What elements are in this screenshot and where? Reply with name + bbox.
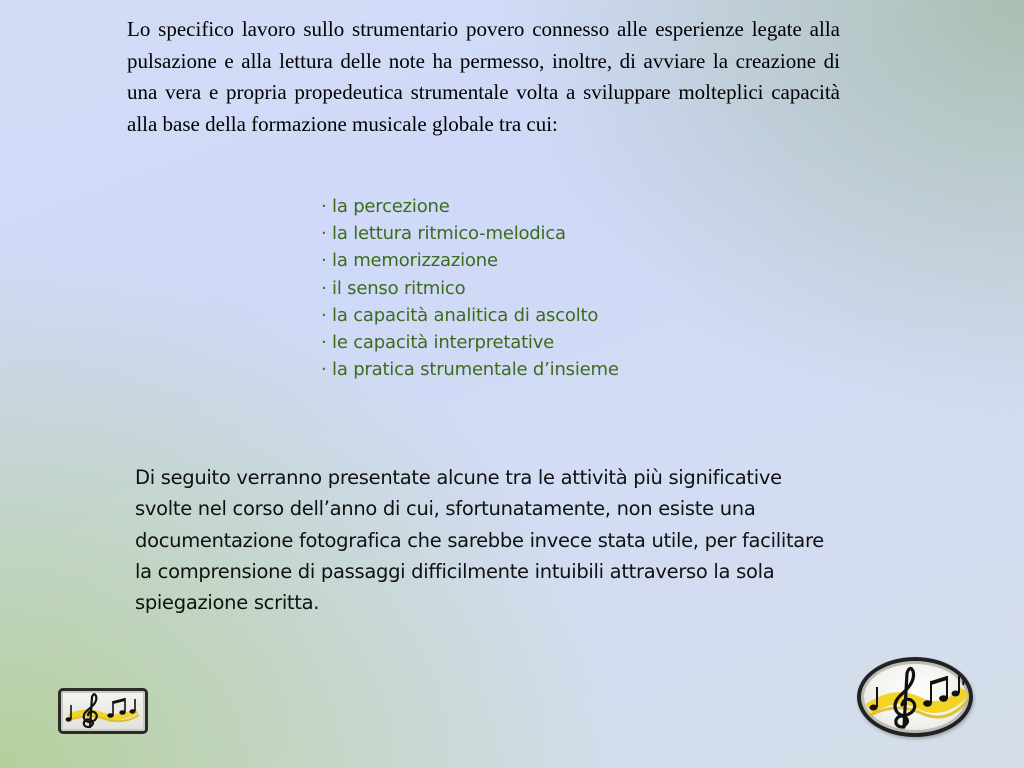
skill-item-memorization: · la memorizzazione — [321, 250, 498, 272]
skill-item-listening-analysis: · la capacità analitica di ascolto — [321, 304, 599, 326]
skill-item-rhythm-sense: · il senso ritmico — [321, 277, 466, 299]
skill-item-ensemble-practice: · la pratica strumentale d’insieme — [321, 359, 619, 381]
skill-item-interpretation: · le capacità interpretative — [321, 332, 555, 354]
closing-paragraph: Di seguito verranno presentate alcune tra le attività più significative svolte nel corso dell’anno di cui, sfortunatamente, non esiste una documentazione fotografica che sarebbe invece stata utile, per facilitare la comprensione di passaggi difficilmente intuibili attraverso la sola spiegazione scritta. — [135, 466, 824, 615]
skill-item-perception: · la percezione — [321, 196, 450, 217]
skills-list — [321, 193, 619, 383]
back-button[interactable] — [58, 688, 148, 734]
skill-item-rhythmic-melodic-reading: · la lettura ritmico-melodica — [321, 223, 566, 245]
treble-clef-notes-icon — [61, 691, 145, 731]
intro-paragraph: Lo specifico lavoro sullo strumentario povero connesso alle esperienze legate alla pulsazione e alla lettura delle note ha permesso, inoltre, di avviare la creazione di una vera e propria propedeutica strumentale volta a sviluppare molteplici capacità alla base della formazione musicale globale tra cui: — [127, 17, 840, 136]
treble-clef-notes-icon — [861, 661, 969, 733]
forward-button[interactable] — [857, 657, 973, 737]
